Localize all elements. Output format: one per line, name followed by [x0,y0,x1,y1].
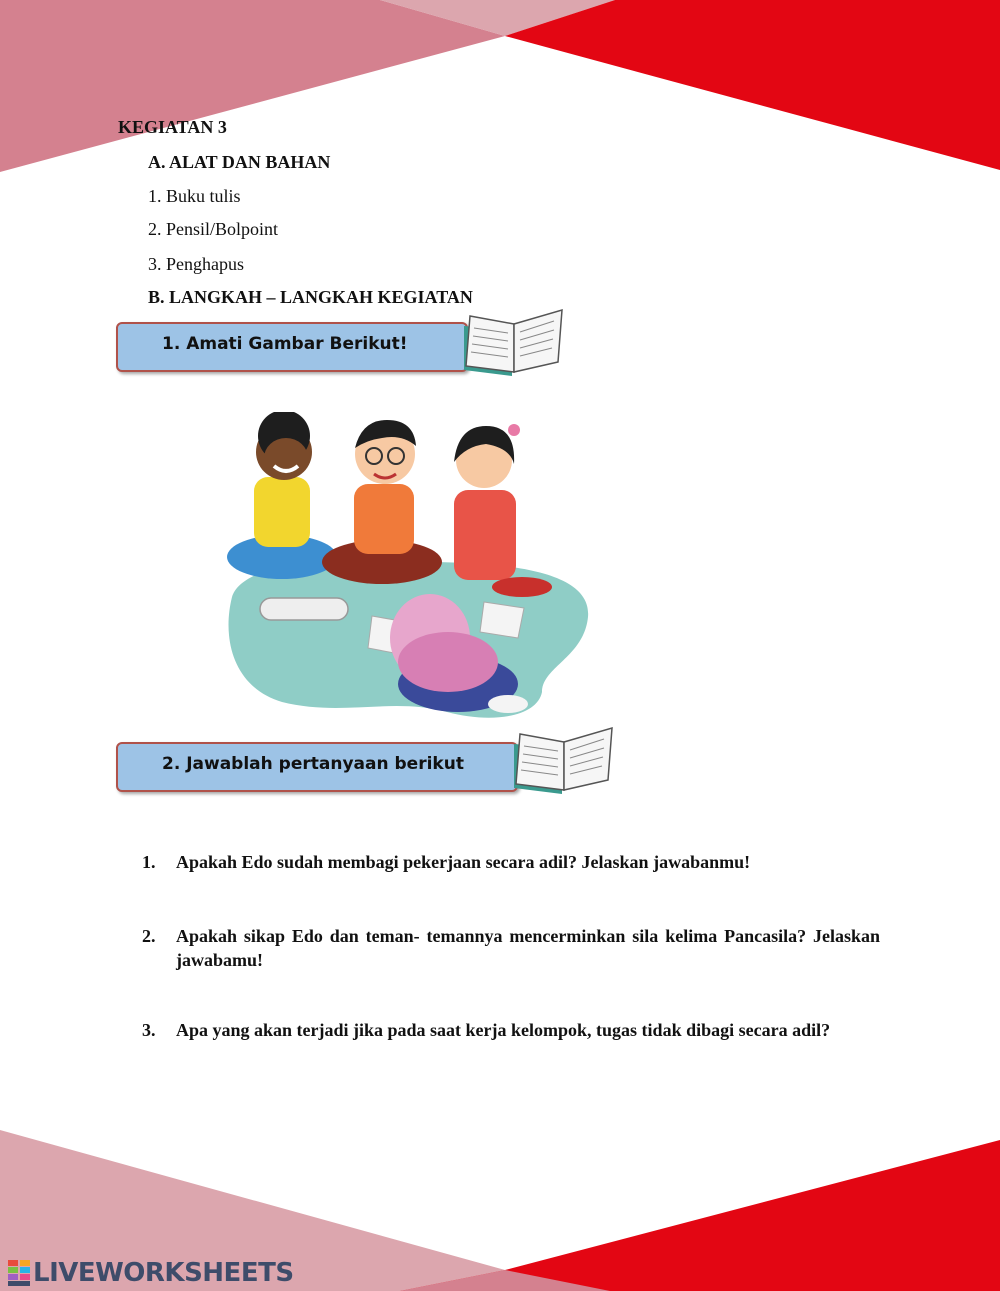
question-number: 3. [142,1020,156,1040]
question-2 [142,924,880,972]
section-b-heading: B. LANGKAH – LANGKAH KEGIATAN [148,287,473,307]
question-3 [142,1018,880,1042]
banner-observe-label: 1. Amati Gambar Berikut! [162,334,408,354]
open-book-icon [512,726,618,796]
liveworksheets-logo-text: LIVEWORKSHEETS [33,1258,294,1288]
banner-answer [116,742,518,792]
question-number: 2. [142,926,156,946]
open-book-icon [462,308,568,378]
list-item: 2. Pensil/Bolpoint [148,219,279,239]
page-title: KEGIATAN 3 [118,117,227,137]
question-number: 1. [142,852,156,872]
question-1 [142,850,880,874]
liveworksheets-logo[interactable] [8,1258,294,1288]
banner-answer-label: 2. Jawablah pertanyaan berikut [162,754,464,774]
list-item: 3. Penghapus [148,254,244,274]
banner-observe [116,322,468,372]
section-a-heading: A. ALAT DAN BAHAN [148,152,331,172]
question-text: Apakah sikap Edo dan teman- temannya mencerminkan sila kelima Pancasila? Jelaskan jawabamu! [176,926,880,970]
question-text: Apa yang akan terjadi jika pada saat kerja kelompok, tugas tidak dibagi secara adil? [176,1020,831,1040]
children-discussion-illustration [222,412,594,724]
question-text: Apakah Edo sudah membagi pekerjaan secara adil? Jelaskan jawabanmu! [176,852,751,872]
liveworksheets-logo-icon [8,1260,30,1286]
list-item: 1. Buku tulis [148,186,241,206]
